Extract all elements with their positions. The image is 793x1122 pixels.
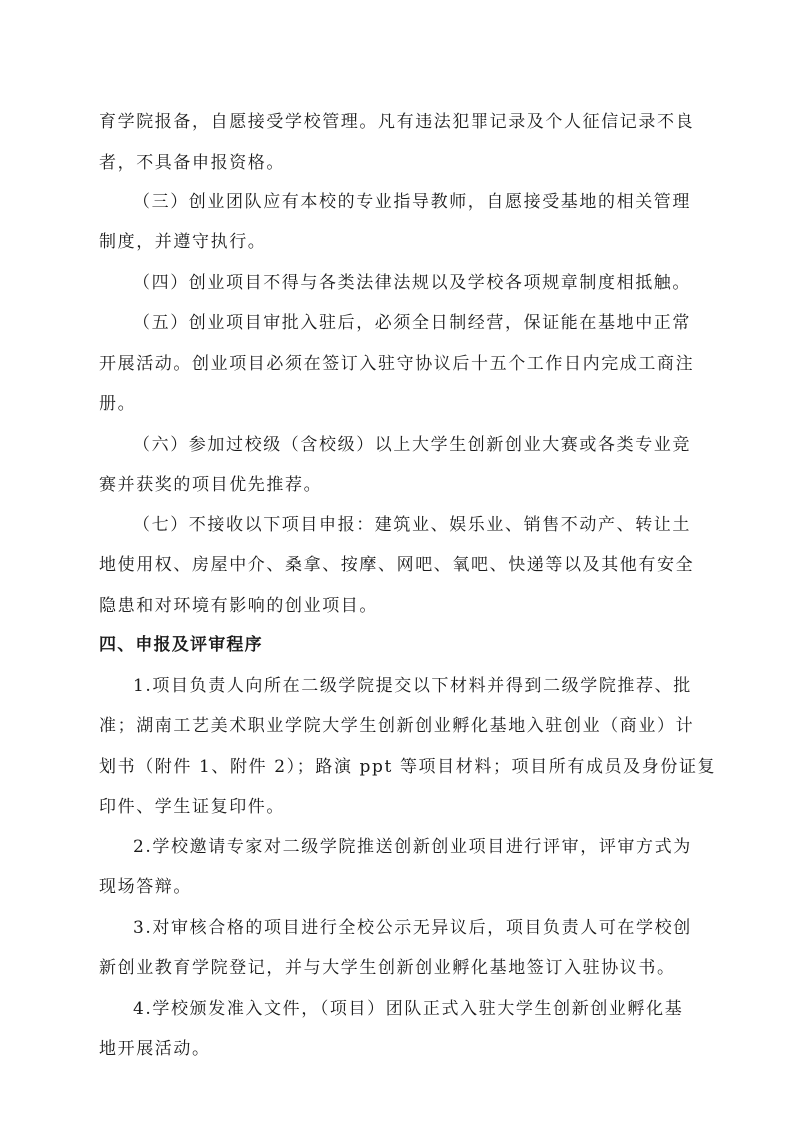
step-line: 新创业教育学院登记，并与大学生创新创业孵化基地签订入驻协议书。 xyxy=(99,958,676,978)
paragraph-line: 赛并获奖的项目优先推荐。 xyxy=(99,475,323,495)
paragraph-line: （六）参加过校级（含校级）以上大学生创新创业大赛或各类专业竞 xyxy=(133,435,691,455)
step-line: 2.学校邀请专家对二级学院推送创新创业项目进行评审，评审方式为 xyxy=(133,837,692,857)
step-line: 3.对审核合格的项目进行全校公示无异议后，项目负责人可在学校创 xyxy=(133,918,692,938)
paragraph-line: （五）创业项目审批入驻后，必须全日制经营，保证能在基地中正常 xyxy=(133,313,691,333)
paragraph-line: （三）创业团队应有本校的专业指导教师，自愿接受基地的相关管理 xyxy=(133,192,691,212)
step-line: 1.项目负责人向所在二级学院提交以下材料并得到二级学院推荐、批 xyxy=(133,676,692,696)
paragraph-line: （四）创业项目不得与各类法律法规以及学校各项规章制度相抵触。 xyxy=(133,273,691,293)
paragraph-line: 育学院报备，自愿接受学校管理。凡有违法犯罪记录及个人征信记录不良 xyxy=(99,112,695,132)
step-line: 现场答辩。 xyxy=(99,877,192,897)
section-heading: 四、申报及评审程序 xyxy=(99,635,263,655)
paragraph-line: （七）不接收以下项目申报：建筑业、娱乐业、销售不动产、转让土 xyxy=(133,515,691,535)
paragraph-line: 开展活动。创业项目必须在签订入驻守协议后十五个工作日内完成工商注 xyxy=(99,354,695,374)
paragraph-line: 册。 xyxy=(99,394,137,414)
paragraph-line: 隐患和对环境有影响的创业项目。 xyxy=(99,596,378,616)
step-line: 划书（附件 1、附件 2）；路演 ppt 等项目材料；项目所有成员及身份证复 xyxy=(99,757,717,777)
step-line: 地开展活动。 xyxy=(99,1039,211,1059)
paragraph-line: 者，不具备申报资格。 xyxy=(99,153,285,173)
paragraph-line: 制度，并遵守执行。 xyxy=(99,232,267,252)
step-line: 4.学校颁发准入文件，（项目）团队正式入驻大学生创新创业孵化基 xyxy=(133,999,684,1019)
paragraph-line: 地使用权、房屋中介、桑拿、按摩、网吧、氧吧、快递等以及其他有安全 xyxy=(99,555,695,575)
step-line: 准；湖南工艺美术职业学院大学生创新创业孵化基地入驻创业（商业）计 xyxy=(99,716,695,736)
step-line: 印件、学生证复印件。 xyxy=(99,797,285,817)
